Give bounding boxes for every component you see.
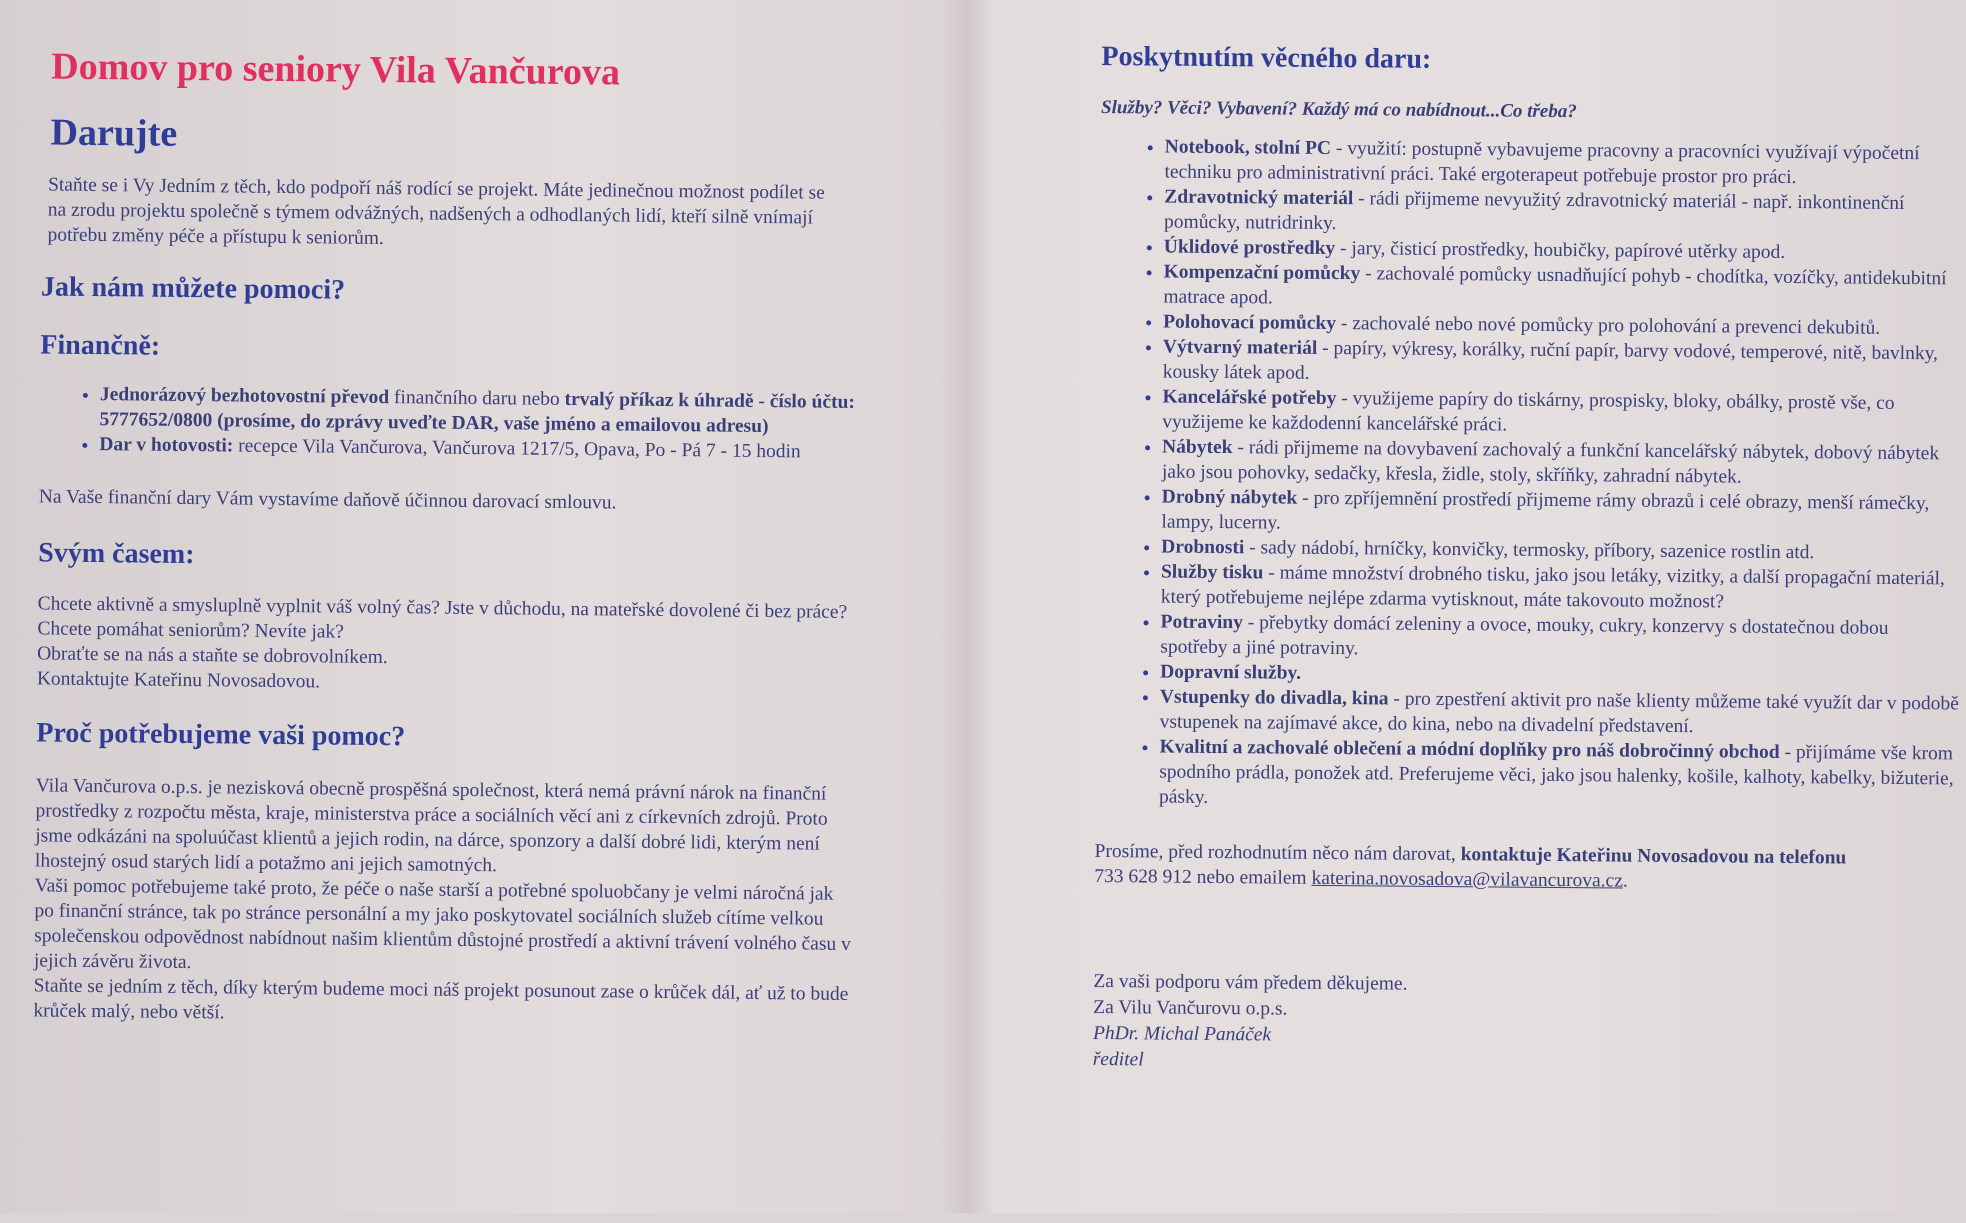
financial-list bbox=[39, 381, 920, 465]
list-item bbox=[99, 382, 919, 441]
item-name: Drobný nábytek bbox=[1162, 487, 1298, 509]
list-item bbox=[1160, 685, 1960, 742]
contact-suffix: . bbox=[1623, 871, 1628, 892]
list-item bbox=[1161, 560, 1961, 617]
item-name: Polohovací pomůcky bbox=[1163, 312, 1336, 335]
item-text: - pro zpříjemnění prostředí přijmeme rámy obrazů i celé obrazy, menší rámečky, lampy, lucerny. bbox=[1161, 488, 1929, 534]
signature-block bbox=[1093, 969, 1887, 1080]
tax-note: Na Vaše finanční dary Vám vystavíme daňově účinnou darovací smlouvu. bbox=[39, 484, 935, 518]
item-text: - máme množství drobného tisku, jako jsou letáky, vizitky, a další propagační materiál, který potřebujeme nejlépe zdarma vytisknout, máte takovouto možnost? bbox=[1161, 562, 1945, 612]
contact-bold: kontaktuje Kateřinu Novosadovou na telefonu bbox=[1461, 844, 1847, 868]
list-item bbox=[1162, 435, 1962, 492]
signer-name: PhDr. Michal Panáček bbox=[1093, 1021, 1886, 1054]
item-text: - zachovalé pomůcky usnadňující pohyb - chodítka, vozíčky, antidekubitní matrace apod. bbox=[1163, 263, 1946, 308]
item-text: - zachovalé nebo nové pomůcky pro polohování a prevenci dekubitů. bbox=[1336, 313, 1880, 339]
item-name: Výtvarný materiál bbox=[1163, 337, 1318, 359]
list-item bbox=[1162, 385, 1962, 442]
item-name: Drobnosti bbox=[1161, 537, 1244, 559]
item-text: - sady nádobí, hrníčky, konvičky, termosky, příbory, sazenice rostlin atd. bbox=[1244, 537, 1814, 563]
item-text: - využití: postupně vybavujeme pracovny a pracovníci využívají výpočetní techniku pro administrativní práci. Také ergoterapeut potřebuje prostor pro práci. bbox=[1164, 138, 1919, 188]
contact-phone: 733 628 912 nebo emailem bbox=[1094, 866, 1311, 889]
in-kind-heading: Poskytnutím věcného daru: bbox=[1101, 41, 1894, 80]
why-heading: Proč potřebujeme vaši pomoc? bbox=[36, 717, 932, 758]
item-text: - využijeme papíry do tiskárny, prospisky, bloky, obálky, prostě vše, co využijeme ke každodenní kancelářské práci. bbox=[1162, 388, 1894, 435]
paragraph-line: Kontaktujte Kateřinu Novosadovou. bbox=[37, 666, 857, 700]
org-line: Za Vilu Vančurovu o.p.s. bbox=[1093, 995, 1886, 1028]
item-name: Nábytek bbox=[1162, 437, 1233, 459]
list-item bbox=[1161, 485, 1961, 542]
list-item bbox=[1159, 735, 1960, 817]
email-link[interactable]: katerina.novosadova@vilavancurova.cz bbox=[1311, 868, 1623, 892]
item-text: - rádi přijmeme nevyužitý zdravotnický materiál - např. inkontinenční pomůcky, nutridrinky. bbox=[1164, 188, 1905, 234]
list-item-bold: Dar v hotovosti: bbox=[99, 434, 233, 456]
time-heading: Svým časem: bbox=[38, 537, 934, 578]
paragraph: Vaši pomoc potřebujeme také proto, že péče o naše starší a potřebné spoluobčany je velmi náročná jak po finanční stránce, tak po stránce personální a my jako poskytovatel sociálních služeb cítíme velkou společenskou odpovědnost nabídnout našim klientům důstojné prostředí a aktivní trávení volného času v jejich závěru života. bbox=[34, 873, 855, 982]
item-text: - přijímáme vše krom spodního prádla, ponožek atd. Preferujeme věci, jako jsou halenky, košile, kalhoty, kabelky, bižuterie, pásky. bbox=[1159, 742, 1954, 808]
item-text: - papíry, výkresy, korálky, ruční papír, barvy vodové, temperové, nitě, bavlnky, kousky látek apod. bbox=[1163, 338, 1938, 384]
paragraph: Staňte se jedním z těch, díky kterým budeme moci náš projekt posunout zase o krůček dál, ať už to bude krůček malý, nebo větší. bbox=[33, 973, 853, 1032]
list-item bbox=[1163, 335, 1963, 392]
item-text: - rádi přijmeme na dovybavení zachovalý a funkční kancelářský nábytek, dobový nábytek jako jsou pohovky, sedačky, křesla, židle, stoly, skříňky, zahradní nábytek. bbox=[1162, 437, 1939, 487]
list-item bbox=[1164, 185, 1964, 242]
organization-title: Domov pro seniory Vila Vančurova bbox=[51, 45, 939, 98]
list-item bbox=[1164, 135, 1964, 192]
thanks-line: Za vaši podporu vám předem děkujeme. bbox=[1093, 969, 1886, 1002]
item-name: Notebook, stolní PC bbox=[1165, 137, 1331, 159]
item-name: Služby tisku bbox=[1161, 562, 1264, 584]
item-name: Úklidové prostředky bbox=[1164, 237, 1336, 259]
in-kind-list bbox=[1095, 134, 1965, 817]
in-kind-subheading: Služby? Věci? Vybavení? Každý má co nabídnout...Co třeba? bbox=[1101, 95, 1894, 127]
paragraph-line: Chcete aktivně a smysluplně vyplnit váš volný čas? Jste v důchodu, na mateřské dovolené či bez práce? Chcete pomáhat seniorům? Nevíte jak? bbox=[37, 591, 857, 650]
item-name: Kompenzační pomůcky bbox=[1164, 262, 1361, 285]
item-name: Vstupenky do divadla, kina bbox=[1160, 687, 1389, 710]
item-name: Kancelářské potřeby bbox=[1162, 387, 1336, 410]
item-name: Potraviny bbox=[1160, 612, 1243, 634]
list-item-bold: Jednorázový bezhotovostní převod bbox=[100, 384, 389, 408]
list-item-text: finančního daru nebo bbox=[389, 387, 565, 410]
contact-prefix: Prosíme, před rozhodnutím něco nám darovat, bbox=[1094, 841, 1460, 865]
paragraph: Vila Vančurova o.p.s. je nezisková obecně prospěšná společnost, která nemá právní nárok na finanční prostředky z rozpočtu města, kraje, ministerstva práce a sociálních věcí ani z církevních zdrojů. Proto jsme odkázáni na spoluúčast klientů a jejich rodin, na dárce, sponzory a další dobré lidi, kterým není lhostejný osud starých lidí a potažmo ani jejich samotných. bbox=[35, 773, 856, 882]
item-name: Dopravní služby. bbox=[1160, 662, 1301, 684]
contact-paragraph bbox=[1094, 839, 1854, 896]
left-page bbox=[0, 0, 980, 1223]
item-text: - jary, čisticí prostředky, houbičky, papírové utěrky apod. bbox=[1335, 238, 1785, 263]
list-item-bold: trvalý příkaz k úhradě - číslo účtu: 5777652/0800 (prosíme, do zprávy uveďte DAR, vaše jméno a emailovou adresu) bbox=[100, 389, 855, 437]
time-paragraph bbox=[37, 591, 858, 700]
list-item bbox=[1160, 610, 1960, 667]
item-text: - pro zpestření aktivit pro naše klienty můžeme také využít dar v podobě vstupenek na zajímavé akce, do kina, nebo na divadelní představení. bbox=[1160, 689, 1959, 738]
list-item-text: recepce Vila Vančurova, Vančurova 1217/5, Opava, Po - Pá 7 - 15 hodin bbox=[233, 435, 801, 462]
paragraph-line: Obraťte se na nás a staňte se dobrovolníkem. bbox=[37, 641, 857, 675]
intro-paragraph: Staňte se i Vy Jedním z těch, kdo podpoří náš rodící se projekt. Máte jedinečnou možnost podílet se na zrodu projektu společně s týmem odvážných, nadšených a odhodlaných lidí, kteří silně vnímají potřebu změny péče a přístupu k seniorům. bbox=[47, 173, 848, 256]
right-page bbox=[979, 0, 1915, 1221]
item-name: Kvalitní a zachovalé oblečení a módní doplňky pro náš dobročinný obchod bbox=[1159, 737, 1779, 763]
how-heading: Jak nám můžete pomoci? bbox=[41, 271, 937, 312]
signer-role: ředitel bbox=[1093, 1047, 1886, 1080]
why-paragraphs bbox=[33, 773, 856, 1032]
list-item bbox=[1163, 260, 1963, 317]
page-heading: Darujte bbox=[50, 111, 938, 164]
item-name: Zdravotnický materiál bbox=[1164, 187, 1353, 210]
financially-heading: Finančně: bbox=[40, 329, 936, 370]
item-text: - přebytky domácí zeleniny a ovoce, mouky, cukry, konzervy s dostatečnou dobou spotřeby a jiné potraviny. bbox=[1160, 612, 1888, 659]
